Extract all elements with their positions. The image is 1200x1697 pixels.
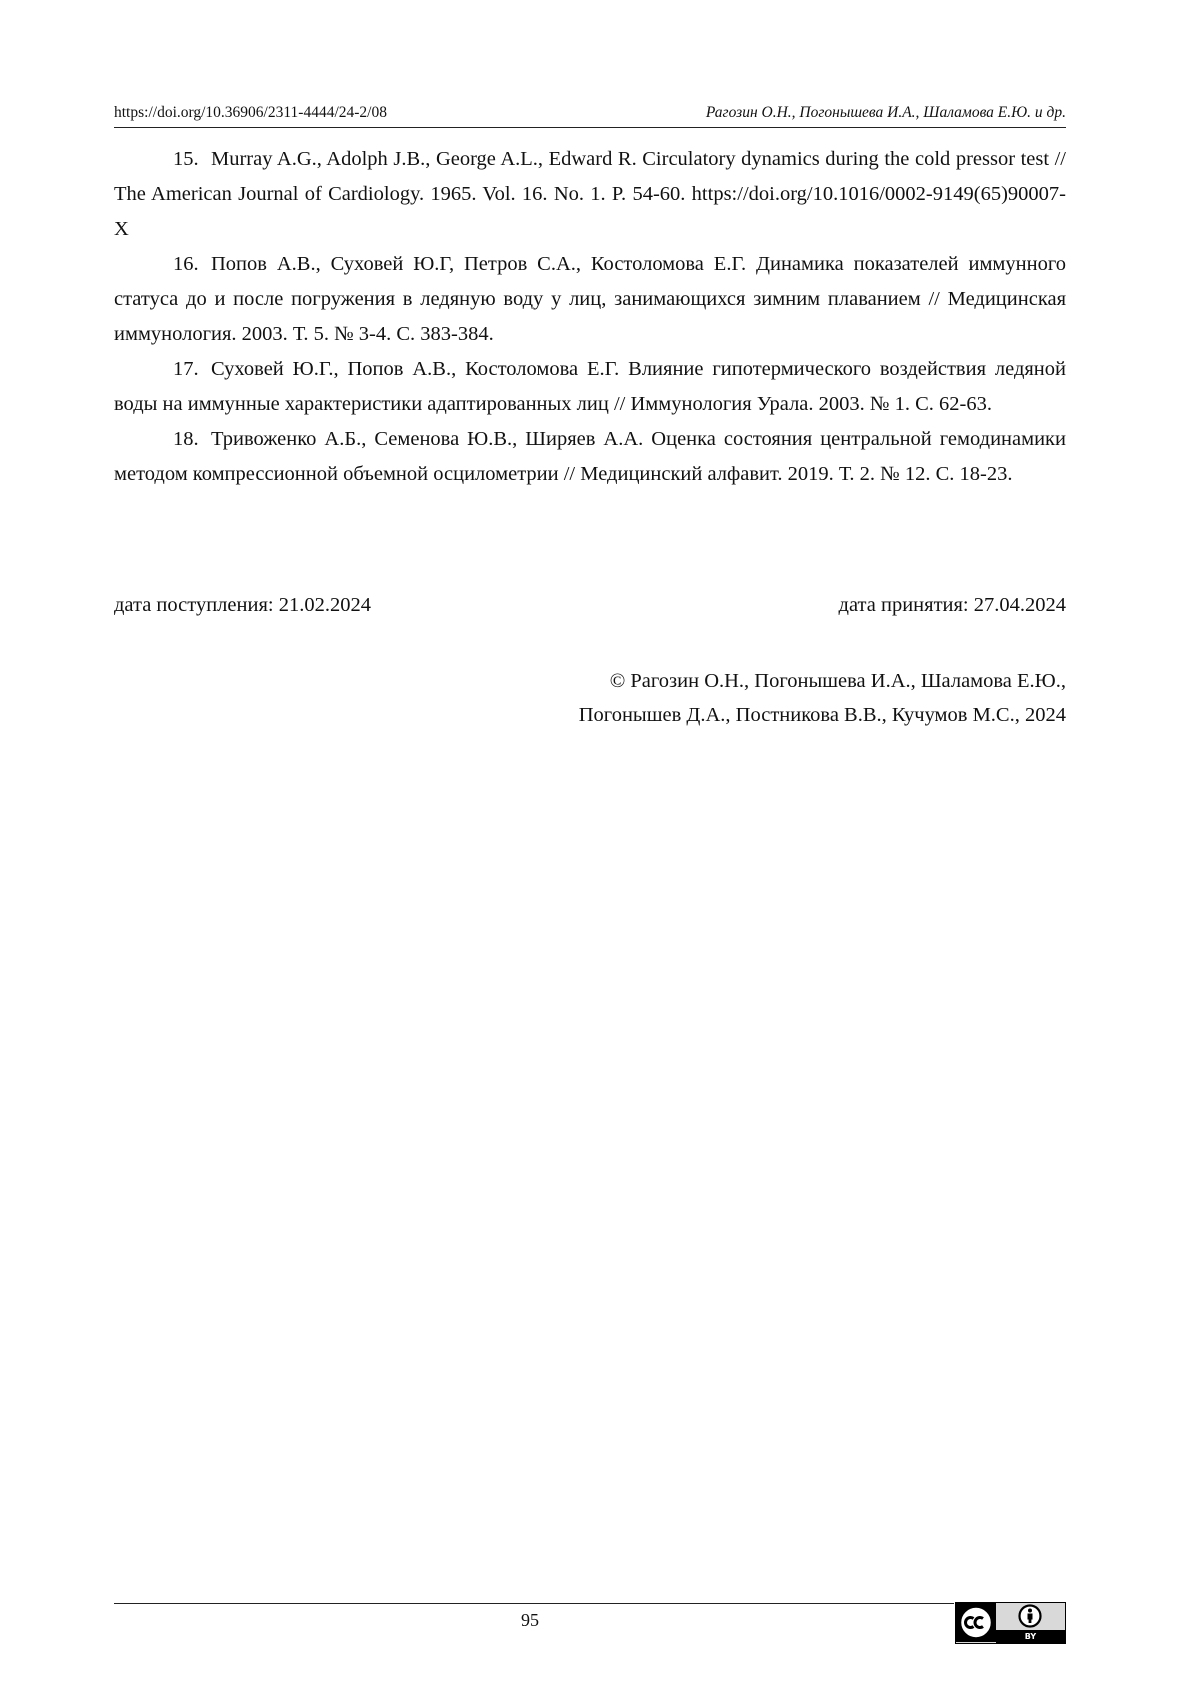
reference-item xyxy=(114,352,1066,422)
license-by-label: BY xyxy=(996,1630,1065,1643)
page-number: 95 xyxy=(521,1610,539,1630)
attribution-icon xyxy=(996,1603,1064,1629)
reference-number: 15. xyxy=(173,148,199,170)
accepted-date: дата принятия: 27.04.2024 xyxy=(838,594,1066,616)
reference-item xyxy=(114,422,1066,492)
header-authors: Рагозин О.Н., Погонышева И.А., Шаламова Е.Ю. и др. xyxy=(705,104,1066,121)
reference-item xyxy=(114,247,1066,352)
reference-text: Murray A.G., Adolph J.B., George A.L., Edward R. Circulatory dynamics during the cold pressor test // The American Journal of Cardiology. 1965. Vol. 16. No. 1. P. 54-60. https://doi.org/10.1016/0002-9149(65)90007-X xyxy=(114,148,1066,240)
received-date: дата поступления: 21.02.2024 xyxy=(114,594,371,616)
reference-list xyxy=(114,142,1066,492)
reference-text: Суховей Ю.Г., Попов А.В., Костоломова Е.Г. Влияние гипотермического воздействия ледяной воды на иммунные характеристики адаптированных лиц // Иммунология Урала. 2003. № 1. С. 62-63. xyxy=(114,358,1066,415)
reference-text: Тривоженко А.Б., Семенова Ю.В., Ширяев А.А. Оценка состояния центральной гемодинамики методом компрессионной объемной осцилометрии // Медицинский алфавит. 2019. Т. 2. № 12. С. 18-23. xyxy=(114,428,1066,485)
copyright-line-2: Погонышев Д.А., Постникова В.В., Кучумов М.С., 2024 xyxy=(578,704,1066,726)
header-doi: https://doi.org/10.36906/2311-4444/24-2/08 xyxy=(114,104,387,121)
copyright-line-1: © Рагозин О.Н., Погонышева И.А., Шаламова Е.Ю., xyxy=(609,670,1066,692)
cc-icon xyxy=(956,1603,996,1642)
footer-divider xyxy=(114,1603,954,1604)
reference-item xyxy=(114,142,1066,247)
page-header xyxy=(114,101,1066,128)
reference-number: 17. xyxy=(173,358,199,380)
reference-number: 18. xyxy=(173,428,199,450)
article-dates xyxy=(114,594,1066,626)
copyright-notice xyxy=(579,664,1066,732)
reference-text: Попов А.В., Суховей Ю.Г, Петров С.А., Костоломова Е.Г. Динамика показателей иммунного статуса до и после погружения в ледяную воду у лиц, занимающихся зимним плаванием // Медицинская иммунология. 2003. Т. 5. № 3-4. С. 383-384. xyxy=(114,253,1066,345)
cc-by-license-badge xyxy=(955,1602,1066,1644)
reference-number: 16. xyxy=(173,253,199,275)
